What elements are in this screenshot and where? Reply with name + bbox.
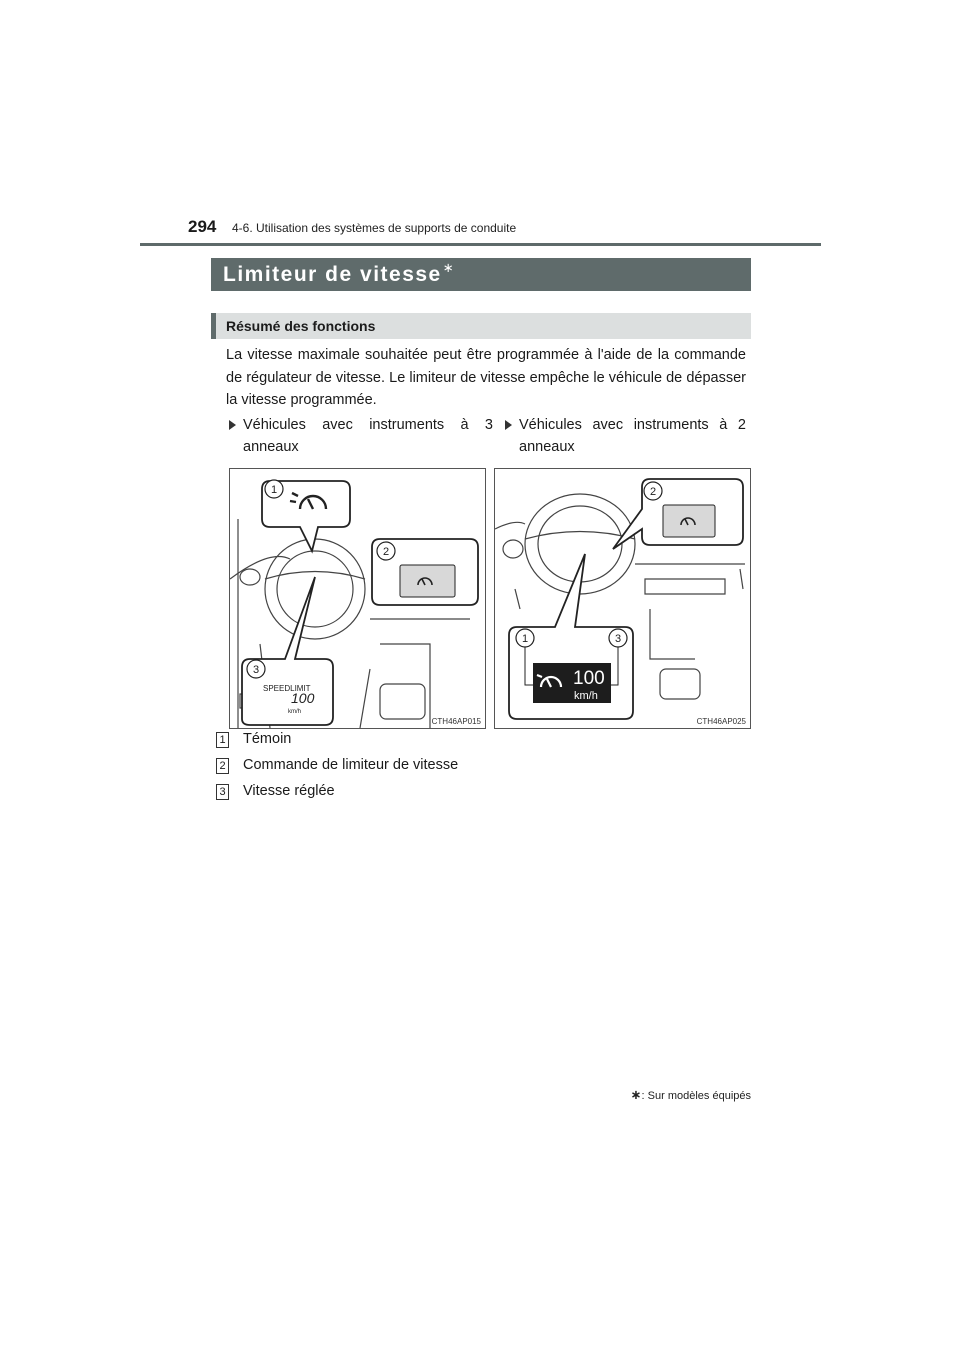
callout-2: 2 — [649, 486, 657, 498]
header-rule — [140, 243, 821, 246]
page-title — [211, 258, 751, 291]
display-speed: 100 — [291, 690, 315, 706]
display-unit: km/h — [288, 709, 302, 715]
section-header: 4-6. Utilisation des systèmes de supports de conduite — [232, 221, 517, 235]
callout-1: 1 — [521, 633, 529, 645]
figure-code: CTH46AP015 — [431, 717, 481, 726]
page-number: 294 — [188, 217, 217, 236]
section-subtitle: Résumé des fonctions — [211, 313, 751, 339]
dashboard-drawing-right — [495, 469, 750, 728]
legend-number: 3 — [216, 784, 229, 800]
variant-label: Véhicules avec instruments à 2 anneaux — [519, 417, 746, 455]
intro-paragraph: La vitesse maximale souhaitée peut être programmée à l'aide de la commande de régulateur de vitesse. Le limiteur de vitesse empêche le véhicule de dépasser la vitesse programmée. — [226, 347, 746, 408]
triangle-bullet-icon — [505, 420, 512, 430]
footnote — [631, 1087, 751, 1103]
display-unit: km/h — [574, 690, 598, 702]
title-text: Limiteur de vitesse — [223, 263, 442, 286]
variant-three-ring — [243, 414, 493, 458]
callout-1: 1 — [270, 484, 278, 496]
display-speed: 100 — [573, 668, 605, 689]
legend-number: 2 — [216, 758, 229, 774]
legend-number: 1 — [216, 732, 229, 748]
triangle-bullet-icon — [229, 420, 236, 430]
illustration-three-ring — [229, 468, 486, 729]
variant-two-ring — [519, 414, 746, 458]
title-mark: ∗ — [442, 260, 456, 275]
legend-text: Témoin — [243, 731, 292, 747]
callout-3: 3 — [252, 664, 260, 676]
figure-code: CTH46AP025 — [696, 717, 746, 726]
display-label: SPEEDLIMIT — [263, 684, 311, 693]
legend-text: Vitesse réglée — [243, 783, 335, 799]
footnote-text: : Sur modèles équipés — [641, 1090, 751, 1102]
dashboard-drawing-left — [230, 469, 485, 728]
legend-text: Commande de limiteur de vitesse — [243, 757, 459, 773]
footnote-mark: ∗ — [630, 1087, 642, 1102]
callout-3: 3 — [614, 633, 622, 645]
variant-label: Véhicules avec instruments à 3 anneaux — [243, 417, 493, 455]
callout-2: 2 — [382, 546, 390, 558]
illustration-two-ring — [494, 468, 751, 729]
